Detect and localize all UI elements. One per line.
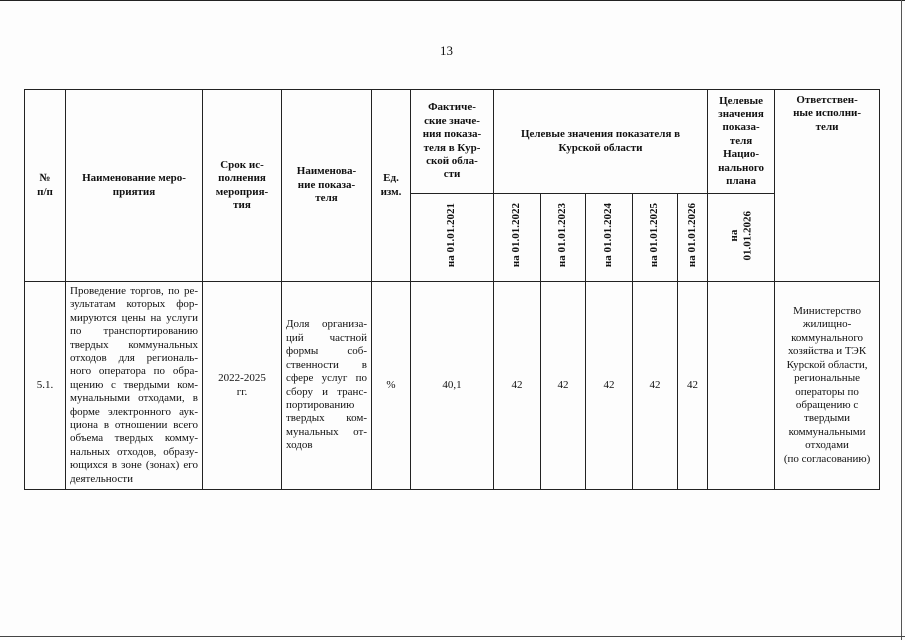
page-frame-top [0, 0, 905, 5]
date-header-2023: на 01.01.2023 [541, 194, 586, 282]
row-number: 5.1. [25, 282, 66, 490]
indicators-table [24, 89, 880, 490]
date-header-2022: на 01.01.2022 [494, 194, 541, 282]
date-header-2024: на 01.01.2024 [586, 194, 633, 282]
row-value-2024: 42 [586, 282, 633, 490]
row-responsible: Министерство жилищно- коммунального хозяйства и ТЭК Курской области, региональные операторы по обращению с твердыми коммунальными отходами (по согласованию) [775, 282, 880, 490]
col-header-actual-values: Фактиче- ские значе- ния показа- теля в Кур- ской обла- сти [411, 90, 494, 194]
row-indicator: Доля организа-ций частной формы соб-ственности в сфере услуг по сбору и транс-портированию твердых ком-мунальных от-ходов [282, 282, 372, 490]
col-header-unit: Ед. изм. [372, 90, 411, 282]
row-national-value [708, 282, 775, 490]
row-event: Проведение торгов, по ре-зультатам которых фор-мируются цены на услуги по транспортированию твердых коммунальных отходов для региональ-ного оператора по обра-щению с твердыми ком-мунальными отходами, в форме электронного аук-циона в отношении всего объема твердых комму-нальных отходов, образу-ющихся в зоне (зонах) его деятельности [66, 282, 203, 490]
page-frame-right [901, 0, 902, 640]
col-header-target-national: Целевые значения показа- теля Нацио- нального плана [708, 90, 775, 194]
row-value-2022: 42 [494, 282, 541, 490]
page-frame-bottom [0, 636, 905, 637]
col-header-deadline: Срок ис- полнения мероприя- тия [203, 90, 282, 282]
col-header-event-name: Наименование меро- приятия [66, 90, 203, 282]
header-row-1 [25, 90, 880, 194]
date-header-2025: на 01.01.2025 [633, 194, 678, 282]
row-unit: % [372, 282, 411, 490]
col-header-target-kursk: Целевые значения показателя в Курской области [494, 90, 708, 194]
date-header-2026: на 01.01.2026 [678, 194, 708, 282]
row-actual-value: 40,1 [411, 282, 494, 490]
row-value-2023: 42 [541, 282, 586, 490]
row-value-2025: 42 [633, 282, 678, 490]
page-number: 13 [440, 43, 453, 58]
col-header-indicator-name: Наименова- ние показа- теля [282, 90, 372, 282]
col-header-number: № п/п [25, 90, 66, 282]
table-row [25, 282, 880, 490]
row-deadline: 2022-2025 гг. [203, 282, 282, 490]
date-header-national: на 01.01.2026 [708, 194, 775, 282]
date-header-actual: на 01.01.2021 [411, 194, 494, 282]
col-header-responsible: Ответствен- ные исполни- тели [775, 90, 880, 282]
row-value-2026: 42 [678, 282, 708, 490]
